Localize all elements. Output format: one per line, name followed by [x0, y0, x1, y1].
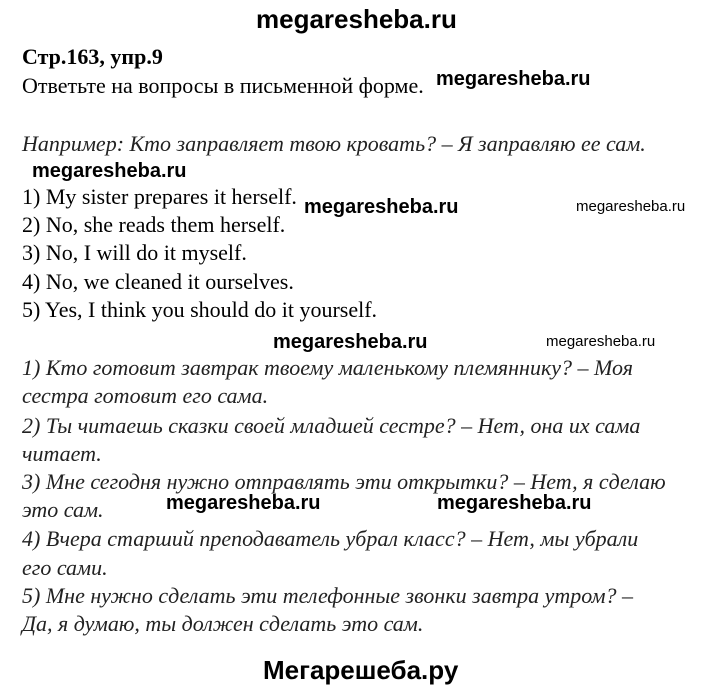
footer-brand: Мегарешеба.ру: [263, 655, 459, 685]
translation-line: 3) Мне сегодня нужно отправлять эти открытки? – Нет, я сделаю: [22, 469, 666, 494]
watermark: megaresheba.ru: [436, 68, 591, 90]
translation-line: 1) Кто готовит завтрак твоему маленькому племяннику? – Моя: [22, 355, 633, 380]
translation-line: его сами.: [22, 555, 108, 580]
translation-line: читает.: [22, 441, 102, 466]
watermark: megaresheba.ru: [273, 331, 428, 353]
answer-line: 5) Yes, I think you should do it yourself.: [22, 297, 378, 322]
watermark: megaresheba.ru: [304, 196, 459, 218]
answer-line: 2) No, she reads them herself.: [22, 212, 286, 237]
translation-line: Да, я думаю, ты должен сделать это сам.: [22, 611, 424, 636]
watermark: megaresheba.ru: [32, 160, 187, 182]
translation-line: сестра готовит его сама.: [22, 383, 269, 408]
translation-line: 4) Вчера старший преподаватель убрал класс? – Нет, мы убрали: [22, 526, 639, 551]
watermark: megaresheba.ru: [166, 492, 321, 514]
translation-line: это сам.: [22, 497, 104, 522]
page-title: Стр.163, упр.9: [22, 44, 163, 69]
translation-line: 5) Мне нужно сделать эти телефонные звонки завтра утром? –: [22, 583, 633, 608]
answer-line: 3) No, I will do it myself.: [22, 240, 247, 265]
watermark: megaresheba.ru: [576, 198, 686, 215]
answer-line: 1) My sister prepares it herself.: [22, 184, 297, 209]
header-watermark: megaresheba.ru: [256, 4, 457, 34]
example-line: Например: Кто заправляет твою кровать? – Я заправляю ее сам.: [22, 131, 646, 156]
answer-line: 4) No, we cleaned it ourselves.: [22, 269, 294, 294]
translation-line: 2) Ты читаешь сказки своей младшей сестре? – Нет, она их сама: [22, 413, 641, 438]
watermark: megaresheba.ru: [546, 333, 656, 350]
watermark: megaresheba.ru: [437, 492, 592, 514]
instruction: Ответьте на вопросы в письменной форме.: [22, 73, 424, 98]
